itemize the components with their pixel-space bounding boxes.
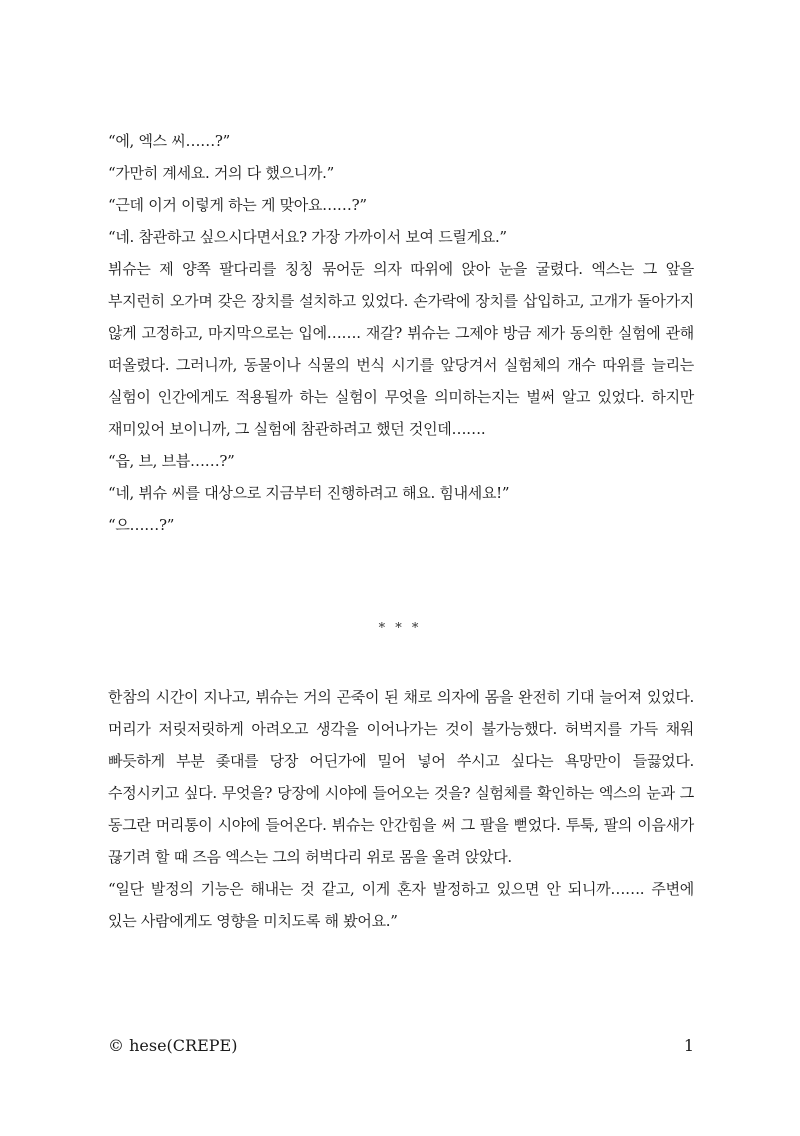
narrative-paragraph: 한참의 시간이 지나고, 뷔슈는 거의 곤죽이 된 채로 의자에 몸을 완전히 기대 늘어져 있었다. 머리가 저릿저릿하게 아려오고 생각을 이어나가는 것이 불가능했다. 허벅지를 가득 채워 빠듯하게 부분 좆대를 당장 어딘가에 밀어 넣어 쑤시고 싶다는 욕망만이 들끓었다. 수정시키고 싶다. 무엇을? 당장에 시야에 들어오는 것을? 실험체를 확인하는 엑스의 눈과 그 동그란 머리통이 시야에 들어온다. 뷔슈는 안간힘을 써 그 팔을 뻗었다. 투툭, 팔의 이음새가 끊기려 할 때 즈음 엑스는 그의 허벅다리 위로 몸을 올려 앉았다. [108,688,694,866]
page-number: 1 [683,1036,694,1055]
dialogue-line: “에, 엑스 씨……?” [108,132,231,150]
section-separator: * * * [378,621,422,636]
dialogue-line: “으……?” [108,516,175,534]
dialogue-line: “네, 뷔슈 씨를 대상으로 지금부터 진행하려고 해요. 힘내세요!” [108,484,510,502]
narrative-paragraph: 뷔슈는 제 양쪽 팔다리를 칭칭 묶어둔 의자 따위에 앉아 눈을 굴렸다. 엑스는 그 앞을 부지런히 오가며 갖은 장치를 설치하고 있었다. 손가락에 장치를 삽입하고, 고개가 돌아가지 않게 고정하고, 마지막으로는 입에……. 재갈? 뷔슈는 그제야 방금 제가 동의한 실험에 관해 떠올렸다. 그러니까, 동물이나 식물의 번식 시기를 앞당겨서 실험체의 개수 따위를 늘리는 실험이 인간에게도 적용될까 하는 실험이 무엇을 의미하는지는 벌써 알고 있었다. 하지만 재미있어 보이니까, 그 실험에 참관하려고 했던 것인데……. [108,260,694,438]
dialogue-line: “일단 발정의 기능은 해내는 것 같고, 이게 혼자 발정하고 있으면 안 되니까……. 주변에 있는 사람에게도 영향을 미치도록 해 봤어요.” [108,880,694,930]
text-section-2 [108,681,694,937]
page-footer [108,1036,694,1055]
dialogue-line: “가만히 계세요. 거의 다 했으니까.” [108,164,335,182]
dialogue-line: “근데 이거 이렇게 하는 게 맞아요……?” [108,196,367,214]
dialogue-line: “네. 참관하고 싶으시다면서요? 가장 가까이서 보여 드릴게요.” [108,228,507,246]
text-section-1 [108,125,694,541]
copyright-text: © hese(CREPE) [108,1036,238,1055]
dialogue-line: “읍, 브, 브븝……?” [108,452,235,470]
